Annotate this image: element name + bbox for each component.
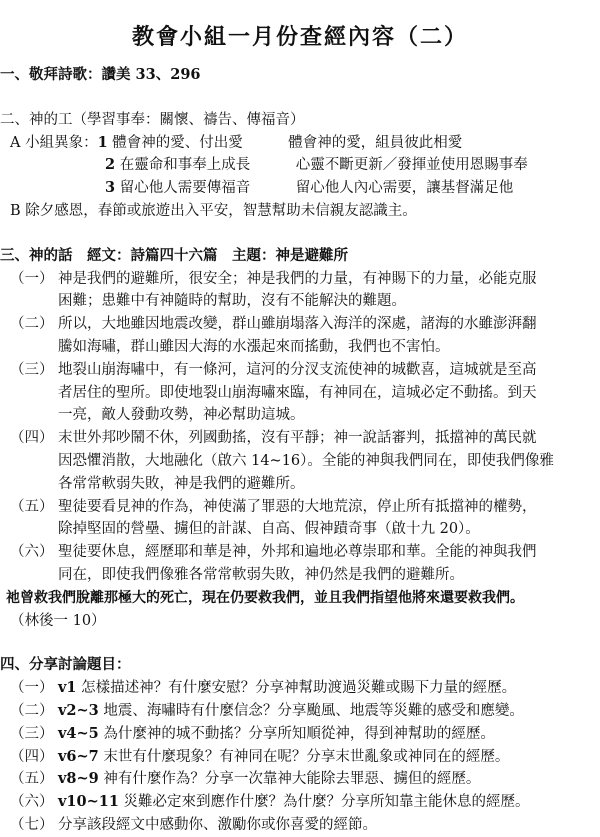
- vision-col2: 心靈不斷更新／發揮並使用恩賜事奉: [295, 157, 528, 174]
- verse-points-list: [0, 268, 600, 587]
- discussion-question-number: （二）: [10, 702, 54, 719]
- verse-point-text: [58, 427, 600, 495]
- verse-point-number: （二）: [10, 316, 54, 333]
- verse-point-text: [58, 313, 600, 359]
- discussion-questions-list: [0, 677, 600, 837]
- discussion-question-number: （六）: [10, 794, 54, 811]
- section-work-heading: 二、神的工（學習事奉：關懷、禱告、傳福音）: [0, 111, 305, 128]
- discussion-question-text: [58, 677, 516, 700]
- key-verse-quote: 祂曾救我們脫離那極大的死亡，現在仍要救我們，並且我們指望他將來還要救我們。: [6, 589, 524, 606]
- vision-row-1: [0, 132, 600, 155]
- verse-point-number: （五）: [10, 498, 54, 515]
- verse-point: [0, 541, 600, 587]
- vision-num: 3: [105, 179, 116, 197]
- verse-point-text: [58, 268, 600, 314]
- discussion-verse-ref: v4~5: [58, 724, 99, 742]
- discussion-question: [0, 746, 600, 769]
- section-discussion-heading: 四、分享討論題目：: [0, 656, 131, 674]
- verse-point-line: 神是我們的避難所，很安全；神是我們的力量，有神賜下的力量，必能克服: [58, 270, 537, 287]
- discussion-verse-ref: v8~9: [58, 770, 99, 788]
- vision-label: A 小組異象：: [10, 134, 98, 151]
- verse-point-line: 聖徒要看見神的作為，神使滿了罪惡的大地荒涼，停止所有抵擋神的權勢，: [58, 498, 537, 515]
- discussion-question-number: （三）: [10, 725, 54, 742]
- verse-point-number: （三）: [10, 361, 54, 378]
- verse-point-line: 因恐懼消散，大地融化（啟六 14~16）。全能的神與我們同在，即使我們像雅: [58, 452, 554, 469]
- section-worship: [0, 64, 600, 87]
- section-worship-heading: 一、敬拜詩歌：: [0, 66, 102, 83]
- vision-col2: 體會神的愛，組員彼此相愛: [288, 134, 463, 151]
- discussion-question: [0, 723, 600, 746]
- discussion-question-body: 怎樣描述神？有什麼安慰？分享神幫助渡過災難或賜下力量的經歷。: [76, 680, 517, 697]
- verse-point-text: [58, 359, 600, 427]
- discussion-verse-ref: v6~7: [58, 747, 99, 765]
- vision-col2: 留心他人內心需要，讓基督滿足他: [295, 180, 514, 197]
- discussion-question-text: [58, 814, 377, 837]
- vision-row-3: [0, 177, 600, 200]
- discussion-question-text: [58, 746, 509, 769]
- verse-point: [0, 359, 600, 427]
- discussion-question-number: （一）: [10, 680, 54, 697]
- discussion-question: [0, 814, 600, 837]
- verse-point-number: （六）: [10, 544, 54, 561]
- discussion-question-body: 為什麼神的城不動搖？分享所知順從神，得到神幫助的經歷。: [98, 725, 495, 742]
- verse-point: [0, 268, 600, 314]
- verse-point-line: 同在，即使我們像雅各常常軟弱失敗，神仍然是我們的避難所。: [58, 566, 464, 583]
- prayer-item-b: B 除夕感恩，春節或旅遊出入平安，智慧幫助未信親友認識主。: [10, 202, 417, 219]
- verse-point-number: （四）: [10, 430, 54, 447]
- vision-num: 2: [105, 156, 116, 174]
- verse-point-line: 地裂山崩海嘯中，有一條河，這河的分汊支流使神的城歡喜，這城就是至高: [58, 361, 537, 378]
- discussion-question-body: 末世有什麼現象？有神同在呢？分享末世亂象或神同在的經歷。: [98, 748, 510, 765]
- vision-num: 1: [97, 133, 108, 151]
- discussion-question: [0, 700, 600, 723]
- discussion-question: [0, 677, 600, 700]
- worship-songs: 讚美 33、296: [101, 66, 201, 83]
- discussion-question-text: [58, 768, 480, 791]
- discussion-verse-ref: v1: [58, 679, 77, 697]
- vision-col1: 在靈命和事奉上成長: [119, 157, 251, 174]
- discussion-question-body: 災難必定來到應作什麼？為什麼？分享所知靠主能休息的經歷。: [118, 794, 530, 811]
- verse-point-line: 騰如海嘯，群山雖因大海的水漲起來而搖動，我們也不害怕。: [58, 338, 450, 355]
- key-verse-reference: （林後一 10）: [10, 612, 106, 629]
- verse-point-line: 一亮，敵人發動攻勢，神必幫助這城。: [58, 407, 305, 424]
- discussion-question-number: （七）: [10, 816, 54, 833]
- discussion-question-number: （四）: [10, 748, 54, 765]
- vision-col1: 留心他人需要傳福音: [119, 180, 251, 197]
- discussion-question-number: （五）: [10, 771, 54, 788]
- discussion-question-body: 神有什麼作為？分享一次靠神大能除去罪惡、擄但的經歷。: [98, 771, 481, 788]
- verse-point-line: 除掉堅固的營壘、擄但的計謀、自高、假神蹟奇事（啟十九 20）。: [58, 521, 480, 538]
- verse-point-line: 困難；患難中有神隨時的幫助，沒有不能解決的難題。: [58, 293, 406, 310]
- discussion-verse-ref: v10~11: [58, 793, 119, 811]
- discussion-question-body: 分享該段經文中感動你、激勵你或你喜愛的經節。: [58, 816, 377, 833]
- verse-point: [0, 496, 600, 542]
- discussion-question-body: 地震、海嘯時有什麼信念？分享颱風、地震等災難的感受和應變。: [98, 702, 524, 719]
- vision-col1: 體會神的愛、付出愛: [112, 134, 243, 151]
- page-title: 教會小組一月份查經內容（二）: [131, 24, 468, 50]
- verse-point-number: （一）: [10, 270, 54, 287]
- verse-point-line: 末世外邦吵鬧不休，列國動搖，沒有平靜；神一說話審判，抵擋神的萬民就: [58, 430, 537, 447]
- section-word-heading: 三、神的話 經文：詩篇四十六篇 主題：神是避難所: [0, 246, 348, 264]
- verse-point-line: 各常常軟弱失敗，神是我們的避難所。: [58, 475, 305, 492]
- verse-point-text: [58, 541, 600, 587]
- discussion-question-text: [58, 700, 524, 723]
- verse-point: [0, 427, 600, 495]
- verse-point-line: 所以，大地雖因地震改變，群山雖崩塌落入海洋的深處，諸海的水雖澎湃翻: [58, 316, 537, 333]
- vision-row-2: [0, 154, 600, 177]
- discussion-verse-ref: v2~3: [58, 701, 99, 719]
- verse-point: [0, 313, 600, 359]
- discussion-question: [0, 768, 600, 791]
- discussion-question-text: [58, 723, 495, 746]
- verse-point-line: 聖徒要休息，經歷耶和華是神，外邦和遍地必尊崇耶和華。全能的神與我們: [58, 544, 537, 561]
- verse-point-text: [58, 496, 600, 542]
- verse-point-line: 者居住的聖所。即使地裂山崩海嘯來臨，有神同在，這城必定不動搖。到天: [58, 384, 537, 401]
